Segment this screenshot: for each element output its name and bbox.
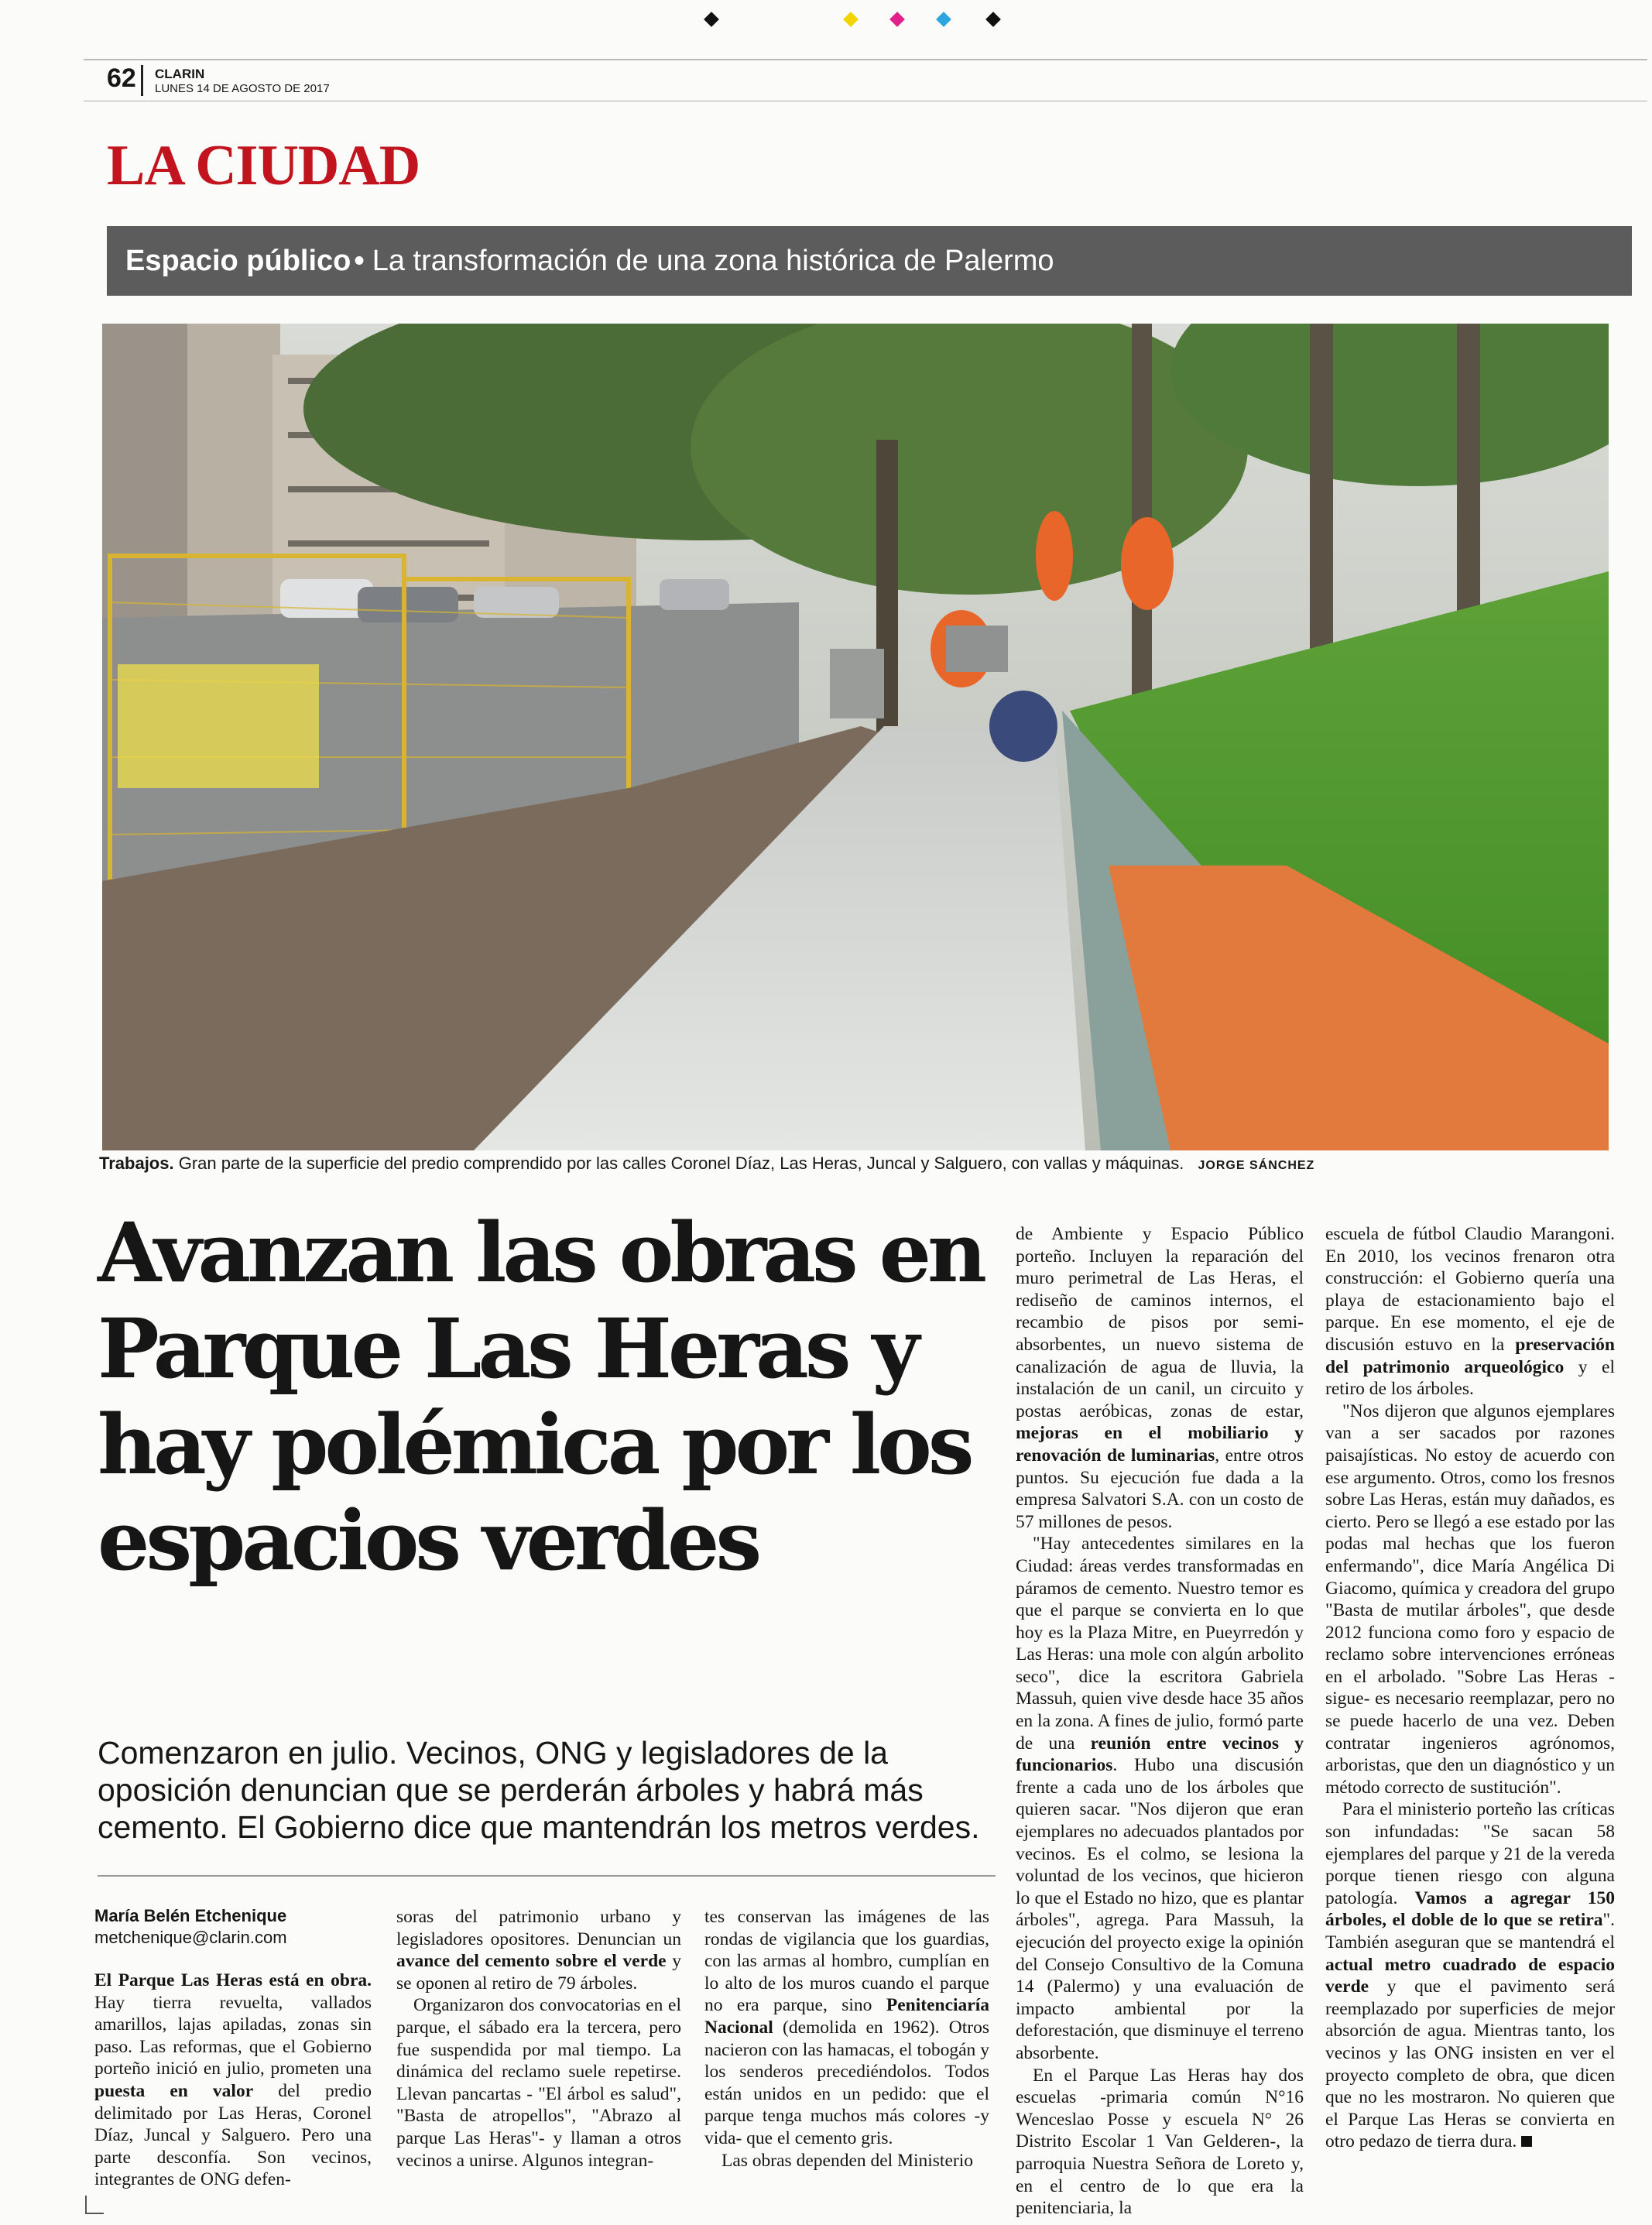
deck: Comenzaron en julio. Vecinos, ONG y legisladores de la oposición denuncian que se perderán árboles y habrá más cemento. El Gobierno dice que mantendrán los metros verdes. [98,1735,980,1845]
paragraph [396,1906,681,1994]
article-column-5 [1325,1223,1615,2153]
byline-author: María Belén Etchenique [94,1906,287,1925]
paragraph [1016,1533,1304,2064]
kicker-subtitle: La transformación de una zona histórica de Palermo [372,244,1054,277]
end-mark [1521,2136,1532,2147]
registration-mark-black [704,12,719,27]
body-text: Hay tierra revuelta, vallados amarillos, lajas apiladas, zonas sin paso. Las reformas, que el Gobierno porteño inició en julio, prometen una [94,1992,372,2079]
body-text: del predio delimitado por Las Heras, Coronel Díaz, Juncal y Salguero. Pero una parte desconfía. Son vecinos, integrantes de ONG defen- [94,2080,372,2190]
paragraph: Organizaron dos convocatorias en el parque, el sábado era la tercera, pero fue suspendida por mal tiempo. La dinámica del reclamo suele repetirse. Llevan pancartas - "El árbol es salud", "Basta de atropellos", "Abrazo al parque Las Heras"- y llaman a otros vecinos a unirse. Algunos integran- [396,1995,681,2171]
paragraph: Las obras dependen del Ministerio [721,2150,973,2171]
folio-divider [141,65,143,96]
bold-text: Vamos a agregar 150 árboles, el doble de lo que se retira [1325,1887,1615,1931]
park-works-photo [102,324,1609,1150]
paragraph: "Nos dijeron que algunos ejemplares van a ser sacados por razones paisajísticas. No estoy de acuerdo con ese argumento. Otros, como los fresnos sobre Las Heras, están muy dañados, es cierto. Pero se llegó a ese estado por las podas mal hechas que los fueron enfermando", dice María Angélica Di Giacomo, química y creadora del grupo "Basta de mutilar árboles", que desde 2012 funciona como foro y espacio de reclamo sobre intervenciones erróneas en el arbolado. "Sobre Las Heras -sigue- es necesario reemplazar, pero no se puede hacerlo de una vez. Deben contratar ingenieros agrónomos, arboristas, que den un diagnóstico y un método correcto de sustitución". [1325,1400,1615,1798]
body-text: , entre otros puntos. Su ejecución fue dada a la empresa Salvatori S.A. con un costo de 57 millones de pesos. [1016,1445,1304,1532]
bold-text: preservación del patrimonio arqueológico [1325,1334,1615,1377]
paragraph [1325,1798,1615,2153]
newspaper-name: CLARIN [155,67,205,81]
paragraph [94,1970,372,2191]
kicker-separator: • [354,244,365,277]
article-column-4 [1016,1223,1304,2220]
body-text: soras del patrimonio urbano y legisladores opositores. Denuncian un [396,1907,681,1949]
body-text: y se oponen al retiro de 79 árboles. [396,1951,682,1994]
body-text: y el retiro de los árboles. [1325,1356,1615,1400]
section-title: LA CIUDAD [107,134,420,197]
bold-text: reunión entre vecinos y funcionarios [1016,1733,1304,1776]
crop-mark [85,2196,104,2214]
body-text: tes conservan las imágenes de las rondas de vigilancia que los guardias, con las armas al hombro, cumplían en lo alto de los muros cuando el parque no era parque, sino [704,1907,989,2016]
bold-text: El Parque Las Heras está en obra. [94,1970,372,1990]
paragraph: En el Parque Las Heras hay dos escuelas -primaria común N°16 Wenceslao Posse y escuela N° 26 Distrito Escolar 1 Van Gelderen-, la parroquia Nuestra Señora de Loreto y, en el centro de lo que era la penitenciaria, la [1016,2065,1304,2219]
caption-lead: Trabajos. [99,1154,174,1173]
bold-text: actual metro cuadrado de espacio verde [1325,1954,1615,1997]
body-text: "Hay antecedentes similares en la Ciudad: áreas verdes transformadas en páramos de cemento. Nuestro temor es que el parque se convierta en lo que hoy es la Plaza Mitre, en Pueyrredón y Las Heras: una mole con algún arbolito seco", dice la escritora Gabriela Massuh, quien vive desde hace 35 años en la zona. A fines de julio, formó parte de una [1016,1534,1304,1754]
article-column-2 [396,1906,681,2172]
registration-mark-magenta [889,12,905,27]
body-text: ". También aseguran que se mantendrá el [1325,1910,1615,1952]
deck-rule [98,1875,996,1877]
main-photo [102,324,1609,1150]
byline-email[interactable]: metchenique@clarin.com [94,1928,287,1947]
headline: Avanzan las obras en Parque Las Heras y hay polémica por los espacios verdes [98,1204,984,1589]
paragraph [704,1906,989,2150]
photo-credit: JORGE SÁNCHEZ [1198,1159,1315,1172]
bold-text: avance del cemento sobre el verde [396,1951,667,1972]
top-rule [84,59,1647,60]
body-text: y que el pavimento será reemplazado por superficies de mejor absorción de agua. Mientras tanto, los vecinos y las ONG insisten en ver el proyecto completo de obra, que dicen que no les mostraron. No quieren que el Parque Las Heras se convierta en otro pedazo de tierra dura. [1325,1976,1615,2152]
paragraph [1016,1223,1304,1533]
paragraph [1325,1223,1615,1400]
registration-mark-black-2 [985,12,1001,27]
body-text: Para el ministerio porteño las críticas son infundadas: "Se sacan 58 ejemplares del parque y 21 de la vereda porque tienen riesgo con alguna patología. [1325,1799,1615,1908]
kicker-bar [107,226,1632,296]
kicker-topic: Espacio público [125,244,351,277]
bold-text: mejoras en el mobiliario y renovación de luminarias [1016,1423,1304,1466]
page-number: 62 [107,63,136,93]
registration-mark-cyan [936,12,951,27]
registration-mark-yellow [843,12,859,27]
issue-date: LUNES 14 DE AGOSTO DE 2017 [155,82,330,95]
body-text: (demolida en 1962). Otros nacieron con las hamacas, el tobogán y los senderos precediéndolos. Todos están unidos en un pedido: que el parque tenga muchos más colores -y vida- que el cemento gris. [704,2017,989,2148]
article-column-1 [94,1970,372,2191]
body-text: de Ambiente y Espacio Público porteño. Incluyen la reparación del muro perimetral de Las Heras, el rediseño de caminos internos, el recambio de pisos por semi-absorbentes, un nuevo sistema de canalización de agua de lluvia, la instalación de un canil, un circuito y postas aeróbicas, zonas de estar, [1016,1224,1304,1421]
bold-text: puesta en valor [94,2080,254,2101]
photo-caption [99,1154,1593,1174]
article-column-3 [704,1906,989,2172]
body-text: . Hubo una discusión frente a cada uno de los árboles que quieren sacar. "Nos dijeron que eran ejemplares no adecuados plantados por vecinos. Es el colmo, se lesiona la voluntad de los vecinos, que hicieron lo que el Estado no hizo, que es plantar árboles", agrega. Para Massuh, la ejecución del proyecto exige la opinión del Consejo Consultivo de la Comuna 14 (Palermo) y una evaluación de impacto ambiental por la deforestación, que disminuye el terreno absorbente. [1016,1755,1304,2063]
caption-text: Gran parte de la superficie del predio comprendido por las calles Coronel Díaz, Las Heras, Juncal y Salguero, con vallas y máquinas. [178,1154,1184,1173]
body-text: escuela de fútbol Claudio Marangoni. En 2010, los vecinos frenaron otra construcción: el Gobierno quería una playa de estacionamiento bajo el parque. En ese momento, el eje de discusión estuvo en la [1325,1224,1615,1355]
bold-text: Penitenciaría Nacional [704,1995,989,2038]
